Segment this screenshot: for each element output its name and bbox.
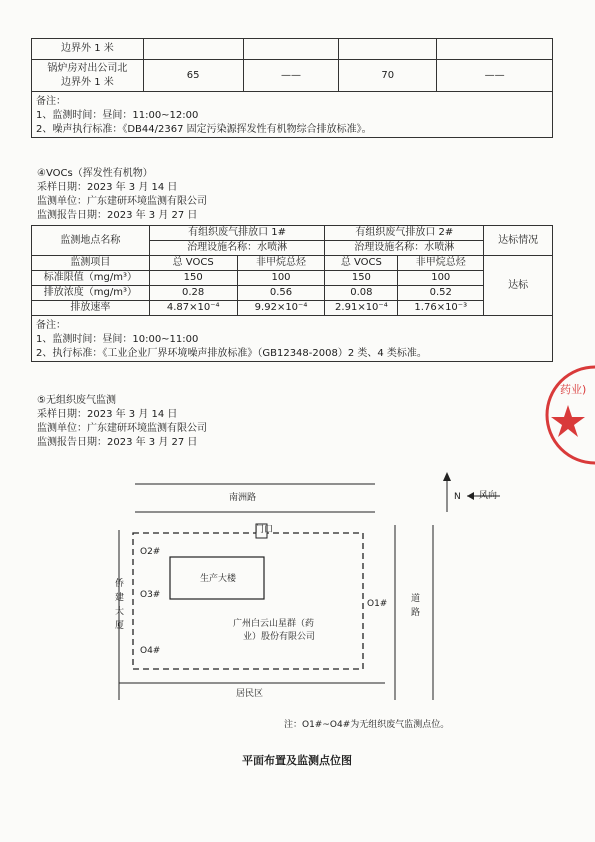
rate-cell: 9.92×10⁻⁴ xyxy=(237,301,325,316)
outlet1-facility: 治理设施名称：水喷淋 xyxy=(149,241,325,256)
noise-value-4: —— xyxy=(437,60,553,92)
noise-location-1: 边界外 1 米 xyxy=(32,39,144,60)
wind-label: 风向 xyxy=(479,491,498,501)
vocs-notes: 备注： 1、监测时间：昼间：10:00~11:00 2、执行标准：《工业企业厂界环境噪声排放标准》（GB12348-2008）2 类、4 类标准。 xyxy=(32,316,553,362)
limit-cell: 100 xyxy=(237,271,325,286)
rate-cell: 2.91×10⁻⁴ xyxy=(325,301,398,316)
map-caption: 平面布置及监测点位图 xyxy=(242,754,352,767)
left-building-char: 建 xyxy=(115,593,125,603)
left-building-char: 厦 xyxy=(115,621,125,631)
point-2: O2# xyxy=(140,547,161,557)
noise-notes: 备注： 1、监测时间：昼间：11:00~12:00 2、噪声执行标准：《DB44/2367 固定污染源挥发性有机物综合排放标准》。 xyxy=(32,92,553,138)
item-cell: 总 VOCS xyxy=(325,256,398,271)
item-cell: 总 VOCS xyxy=(149,256,237,271)
point-1: O1# xyxy=(367,599,388,609)
svg-text:药业): 药业) xyxy=(560,383,587,396)
vocs-report-date: 监测报告日期：2023 年 3 月 27 日 xyxy=(37,210,198,221)
residential-label: 居民区 xyxy=(236,689,264,699)
building-label: 生产大楼 xyxy=(200,574,237,584)
conc-cell: 0.08 xyxy=(325,286,398,301)
limit-cell: 150 xyxy=(325,271,398,286)
conc-cell: 0.28 xyxy=(149,286,237,301)
fugitive-monitor-unit: 监测单位：广东建研环境监测有限公司 xyxy=(37,423,207,434)
item-cell: 非甲烷总烃 xyxy=(237,256,325,271)
road-top-label: 南洲路 xyxy=(229,493,257,503)
rate-label: 排放速率 xyxy=(32,301,150,316)
limit-cell: 150 xyxy=(149,271,237,286)
noise-value-2: —— xyxy=(243,60,339,92)
item-cell: 非甲烷总烃 xyxy=(398,256,484,271)
vocs-sampling-date: 采样日期：2023 年 3 月 14 日 xyxy=(37,182,178,193)
fugitive-sampling-date: 采样日期：2023 年 3 月 14 日 xyxy=(37,409,178,420)
limit-cell: 100 xyxy=(398,271,484,286)
map-note: 注：O1#~O4#为无组织废气监测点位。 xyxy=(284,720,450,730)
limit-label: 标准限值（mg/m³） xyxy=(32,271,150,286)
left-building-char: 大 xyxy=(115,607,125,617)
company-label-2: 业）股份有限公司 xyxy=(243,632,316,642)
compliance-value: 达标 xyxy=(484,256,553,316)
fugitive-report-date: 监测报告日期：2023 年 3 月 27 日 xyxy=(37,437,198,448)
right-road-char: 路 xyxy=(411,608,421,618)
outlet2-header: 有组织废气排放口 2# xyxy=(325,226,484,241)
left-building-char: 侨 xyxy=(115,579,125,589)
conc-cell: 0.52 xyxy=(398,286,484,301)
noise-value-1: 65 xyxy=(143,60,243,92)
compliance-header: 达标情况 xyxy=(484,226,553,256)
rate-cell: 4.87×10⁻⁴ xyxy=(149,301,237,316)
vocs-heading: ④VOCs（挥发性有机物） xyxy=(37,168,153,179)
company-seal xyxy=(540,365,595,465)
conc-label: 排放浓度（mg/m³） xyxy=(32,286,150,301)
north-label: N xyxy=(454,492,461,502)
outlet2-facility: 治理设施名称：水喷淋 xyxy=(325,241,484,256)
point-4: O4# xyxy=(140,646,161,656)
outlet1-header: 有组织废气排放口 1# xyxy=(149,226,325,241)
vocs-monitor-unit: 监测单位：广东建研环境监测有限公司 xyxy=(37,196,207,207)
item-label: 监测项目 xyxy=(32,256,150,271)
right-road-char: 道 xyxy=(411,594,421,604)
point-3: O3# xyxy=(140,590,161,600)
fugitive-heading: ⑤无组织废气监测 xyxy=(37,395,116,406)
location-header: 监测地点名称 xyxy=(32,226,150,256)
company-label-1: 广州白云山星群（药 xyxy=(233,619,315,629)
rate-cell: 1.76×10⁻³ xyxy=(398,301,484,316)
gate-label: 门口 xyxy=(255,525,274,535)
noise-location-2: 锅炉房对出公司北 边界外 1 米 xyxy=(32,60,144,92)
conc-cell: 0.56 xyxy=(237,286,325,301)
noise-value-3: 70 xyxy=(339,60,437,92)
